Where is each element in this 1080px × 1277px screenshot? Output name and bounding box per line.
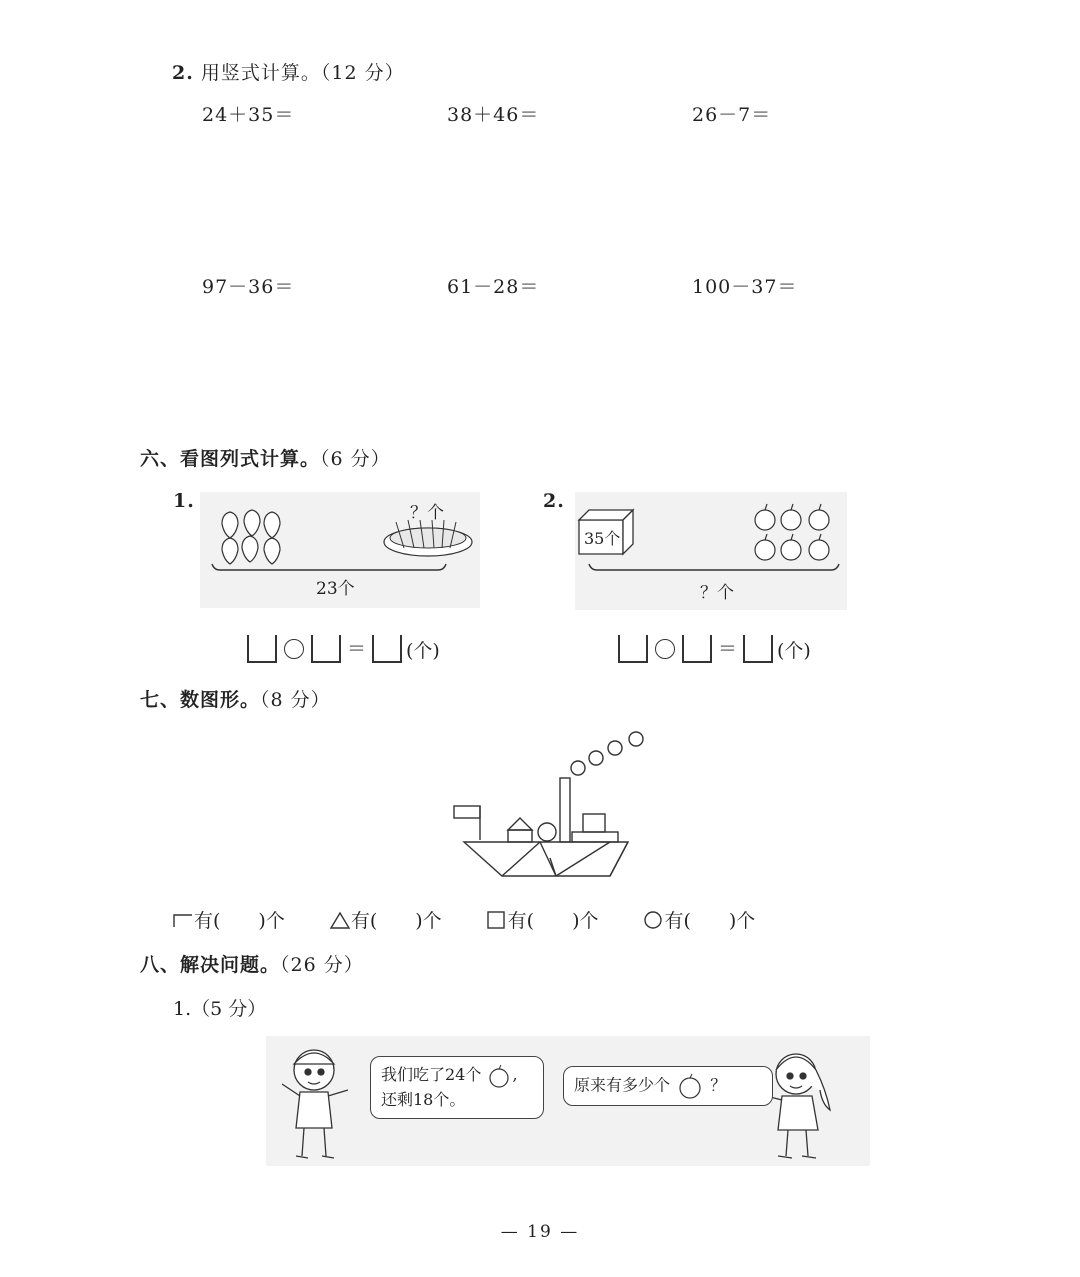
box-count-label: 35个 [584, 529, 621, 548]
brace-line [589, 564, 839, 570]
section-7-title: 七、数图形。（8 分） [140, 689, 331, 711]
circle-icon [642, 910, 664, 930]
problem-2: 38＋46＝ [447, 104, 540, 126]
question-text: 用竖式计算。（12 分） [200, 62, 405, 84]
boat-diagram [450, 728, 650, 888]
square-icon [486, 910, 508, 930]
answer-box[interactable] [311, 635, 341, 663]
question-number: 2. [172, 62, 194, 84]
answer-box[interactable] [743, 635, 773, 663]
operator-circle[interactable] [655, 639, 675, 659]
square-count: 有( )个 [486, 906, 599, 933]
answer-box[interactable] [682, 635, 712, 663]
speech-bubble-girl: 原来有多少个 ？ [563, 1066, 773, 1106]
strawberry-icon [222, 510, 280, 564]
unit-label: (个) [777, 640, 811, 662]
problem-4: 97－36＝ [202, 276, 295, 298]
problem-3: 26－7＝ [692, 104, 772, 126]
triangle-icon [329, 910, 351, 930]
question-2-title [172, 58, 405, 85]
triangle-count: 有( )个 [329, 906, 442, 933]
equation-blanks-1: ＝ (个) [247, 634, 440, 663]
brace-line [212, 564, 446, 570]
shape-count-row [172, 906, 799, 933]
boat-figure [450, 728, 650, 892]
section-6-title: 六、看图列式计算。（6 分） [140, 448, 391, 470]
unit-label: (个) [406, 640, 440, 662]
apple-icon [486, 1064, 512, 1088]
plate-icon [384, 520, 472, 556]
answer-box[interactable] [247, 635, 277, 663]
apple-icon [675, 1073, 705, 1099]
answer-box[interactable] [372, 635, 402, 663]
circle-count: 有( )个 [642, 906, 755, 933]
section-8-title: 八、解决问题。（26 分） [140, 954, 364, 976]
problem-6-2-number: 2. [543, 490, 565, 512]
rectangle-icon [172, 911, 194, 929]
total-count-label: 23个 [316, 579, 355, 599]
answer-box[interactable] [618, 635, 648, 663]
apple-icon [755, 504, 829, 560]
problem-1: 24＋35＝ [202, 104, 295, 126]
rectangle-count: 有( )个 [172, 906, 285, 933]
girl-icon [766, 1054, 830, 1158]
unknown-count-label: ？个 [410, 503, 444, 523]
speech-bubble-boy: 我们吃了24个 , 还剩18个。 [370, 1056, 544, 1119]
problem-6: 100－37＝ [692, 276, 798, 298]
page-number: — 19 — [500, 1222, 580, 1242]
problem-5: 61－28＝ [447, 276, 540, 298]
problem-8-1-label: 1.（5 分） [173, 998, 267, 1020]
boy-icon [282, 1050, 348, 1158]
equation-blanks-2: ＝ (个) [618, 634, 811, 663]
unknown-total-label: ？个 [700, 583, 734, 603]
problem-6-1-number: 1. [173, 490, 195, 512]
operator-circle[interactable] [284, 639, 304, 659]
